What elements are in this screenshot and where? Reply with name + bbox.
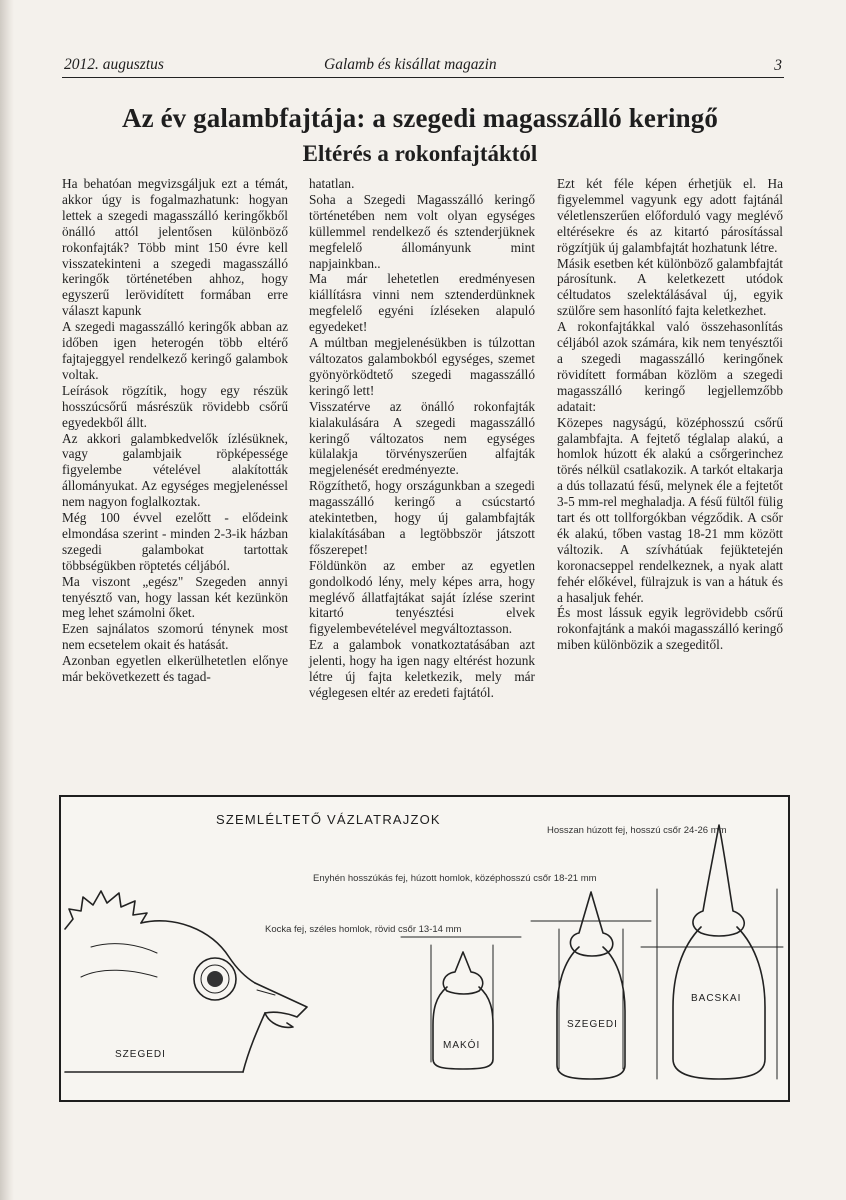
bacskai-front-drawing [641,825,783,1079]
paragraph: Ezen sajnálatos szomorú ténynek most nem ecsetelem okait és hatását. [62,621,288,653]
running-header [62,55,784,78]
paragraph: Ezt két féle képen érhetjük el. Ha figyelemmel vagyunk egy adott fajtánál véletlenszerűen előforduló vagy meglévő eltérésekre és az kitartó párosítással rögzítjük új galambfajtát hozhatunk létre. [557,176,783,255]
paragraph: Soha a Szegedi Magasszálló keringő történetében nem volt olyan egységes küllemmel rendelkező és sztenderjüknek megfelelő állományunk mint napjainkban.. [309,191,535,271]
pigeon-head-sketches [61,797,788,1100]
szegedi-side-profile-drawing [65,891,307,1072]
paragraph: És most lássuk egyik legrövidebb csőrű rokonfajtánk a makói magasszálló keringő miben különbözik a szegeditől. [557,605,783,653]
binding-shadow [0,0,14,1200]
paragraph: Leírások rögzítik, hogy egy részük hosszúcsőrű másrészük rövidebb csőrű egyedekből állt. [62,382,288,430]
text-column-1 [62,176,288,685]
label-szegedi-front: SZEGEDI [567,1019,618,1030]
paragraph: Ma már lehetetlen eredményesen kiállításra vinni nem sztenderdünknek megfelelő egyéni ízléseken alapuló egyedeket! [309,271,535,335]
paragraph: Ma viszont „egész" Szegeden annyi tenyésztő van, hogy lassan két kezünkön meg lehet számolni őket. [62,573,288,621]
illustration-sketches [59,795,790,1102]
paragraph: A múltban megjelenésükben is túlzottan változatos galambokból egységes, szemet gyönyörködtető szegedi magasszálló keringő lett! [309,335,535,398]
text-column-3 [557,176,783,653]
page-number: 3 [774,57,782,74]
label-szegedi: SZEGEDI [115,1049,166,1060]
article-subtitle: Eltérés a rokonfajtáktól [302,141,538,166]
paragraph: Ha behatóan megvizsgáljuk ezt a témát, akkor úgy is fogalmazhatunk: hogyan lettek a szegedi magasszálló keringőkből önálló attól jelentősen különböző rokonfajták? Több mint 150 évre kell visszatekinteni a szegedi magasszálló keringők történetében ahhoz, hogy egyszerű lerövidített formában erre választ kapunk [62,176,288,319]
text-column-2 [309,176,535,701]
label-bacskai: BACSKAI [691,993,742,1004]
paragraph: Rögzíthető, hogy országunkban a szegedi magasszálló keringő a csúcstartó atekintetben, hogy új galambfajták kialakításában a legtöbbször játszott főszerepet! [309,478,535,557]
paragraph: A rokonfajtákkal való összehasonlítás céljából azok számára, kik nem tenyésztői a szegedi magasszálló keringőnek rövidített formában közlöm a szegedi magasszálló keringő legjellemzőbb adatait: [557,319,783,414]
figure-title: SZEMLÉLTETŐ VÁZLATRAJZOK [216,812,441,827]
issue-date: 2012. augusztus [64,56,164,73]
paragraph: Visszatérve az önálló rokonfajták kialakulására A szegedi magasszálló keringő változatos nem egységes külalakja törvényszerűen alfajták megjelenését eredményezte. [309,398,535,478]
paragraph: Közepes nagyságú, középhosszú csőrű galambfajta. A fejtető téglalap alakú, a homlok húzott ék alakú a csőrgerinchez törés nélkül csatlakozik. A tarkót eltakarja a dús tollazatú fésű, melynek éle a fejtetőt 3-5 mm-rel meghaladja. A fésű fültől fülig tart és ott tollforgókban végződik. A csőr ék alakú, tőben vastag 18-21 mm között változik. A szívhátúak fejüktetején koronacseppel rendelkeznek, a nyak alatt fehér előkével, fülrajzuk is van a hátuk és a hasaljuk fehér. [557,414,783,605]
note-short-beak: Kocka fej, széles homlok, rövid csőr 13-14 mm [265,924,462,935]
label-makoi: MAKÓI [443,1040,481,1051]
paragraph: Azonban egyetlen elkerülhetetlen előnye már bekövetkezett és tagad- [62,653,288,685]
paragraph: Másik esetben két különböző galambfajtát párosítunk. A keletkezett utódok céltudatos szelektálásával új, egyik szülőre sem hasonlító fajta keletkezhet. [557,255,783,319]
magazine-name: Galamb és kisállat magazin [324,56,497,73]
paragraph: Ez a galambok vonatkoztatásában azt jelenti, hogy ha igen nagy eltérést hozunk létre új fajta keletkezik, mely már véglegesen eltér az eredeti fajtától. [309,637,535,700]
paragraph: hatatlan. [309,176,355,191]
paragraph: A szegedi magasszálló keringők abban az időben igen heterogén több eltérő fajtajeggyel rendelkező keringő galambok voltak. [62,319,288,382]
paragraph: Még 100 évvel ezelőtt - elődeink elmondása szerint - minden 2-3-ik házban szegedi galambokat tartottak többségükben röptetés céljából. [62,510,288,573]
article-title: Az év galambfajtája: a szegedi magasszálló keringő [122,103,718,133]
note-medium-beak: Enyhén hosszúkás fej, húzott homlok, középhosszú csőr 18-21 mm [313,873,597,884]
paragraph: Földünkön az ember az egyetlen gondolkodó lény, mely képes arra, hogy meglévő állatfajtákat saját ízlése szerint kitartó tenyésztési elvek figyelembevételével megváltoztasson. [309,557,535,637]
note-long-beak: Hosszan húzott fej, hosszú csőr 24-26 mm [547,825,727,836]
paragraph: Az akkori galambkedvelők ízlésüknek, vagy galambjaik röpképessége figyelembe vételével alakították állományukat. Az egységes megjelenéssel nem nagyon foglalkoztak. [62,430,288,510]
szegedi-front-drawing [531,892,651,1079]
